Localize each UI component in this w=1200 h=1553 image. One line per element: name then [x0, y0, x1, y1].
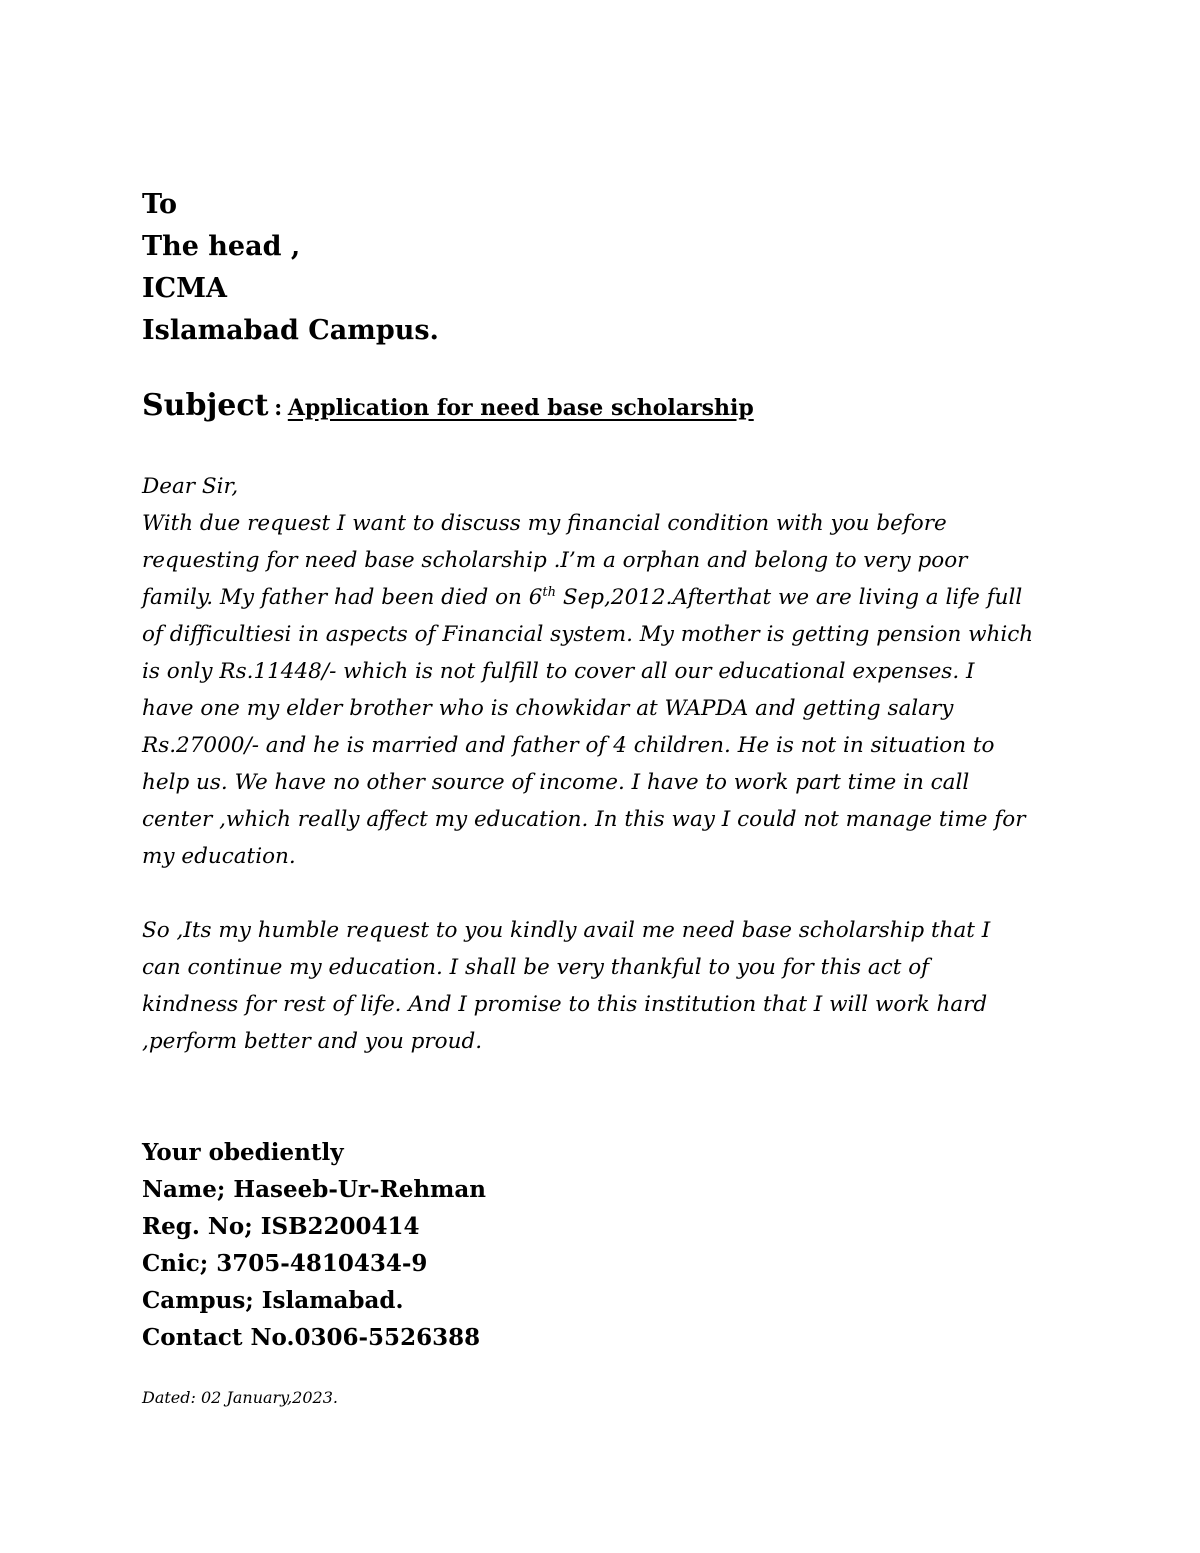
paragraph-line: my education. [142, 844, 296, 869]
recipient-address [142, 184, 439, 352]
paragraph-line [142, 579, 1062, 616]
recipient-to: To [142, 189, 178, 220]
recipient-campus: Islamabad Campus. [142, 315, 439, 346]
signature-block [142, 1134, 486, 1356]
subject-label: Subject [142, 388, 269, 423]
paragraph-line: can continue my education. I shall be very thankful to you for this act of [142, 955, 930, 980]
paragraph-line: requesting for need base scholarship .I’m a orphan and belong to very poor [142, 548, 968, 573]
signature-name: Name; Haseeb-Ur-Rehman [142, 1176, 487, 1203]
paragraph-line: With due request I want to discuss my financial condition with you before [142, 511, 947, 536]
paragraph-line: help us. We have no other source of income. I have to work part time in call [142, 770, 970, 795]
paragraph-line: ,perform better and you proud. [142, 1029, 483, 1054]
paragraph-line: of difficultiesi in aspects of Financial system. My mother is getting pension which [142, 622, 1034, 647]
recipient-org: ICMA [142, 273, 227, 304]
subject-text: Application for need base scholarship [287, 395, 754, 421]
signature-cnic: Cnic; 3705-4810434-9 [142, 1250, 428, 1277]
salutation: Dear Sir, [142, 474, 239, 499]
signature-campus: Campus; Islamabad. [142, 1287, 404, 1314]
paragraph-line: center ,which really affect my education. In this way I could not manage time for [142, 807, 1026, 832]
subject-colon: : [274, 395, 283, 421]
paragraph-line: have one my elder brother who is chowkidar at WAPDA and getting salary [142, 696, 954, 721]
paragraph-line: So ,Its my humble request to you kindly avail me need base scholarship that I [142, 918, 991, 943]
signature-closing: Your obediently [142, 1139, 344, 1166]
letter-paragraph-2 [142, 912, 1062, 1060]
paragraph-line: kindness for rest of life. And I promise to this institution that I will work hard [142, 992, 988, 1017]
letter-date: Dated: 02 January,2023. [142, 1388, 338, 1407]
ordinal-superscript: th [542, 584, 556, 600]
signature-reg-no: Reg. No; ISB2200414 [142, 1213, 420, 1240]
paragraph-line-part: family. My father had been died on 6 [142, 585, 543, 610]
signature-contact: Contact No.0306-5526388 [142, 1324, 481, 1351]
recipient-head: The head , [142, 231, 301, 262]
paragraph-line: Rs.27000/- and he is married and father of 4 children. He is not in situation to [142, 733, 995, 758]
paragraph-line-part: Sep,2012.Afterthat we are living a life full [556, 585, 1023, 610]
letter-paragraph-1 [142, 505, 1062, 875]
paragraph-line: is only Rs.11448/- which is not fulfill to cover all our educational expenses. I [142, 659, 975, 684]
subject-line [142, 388, 754, 423]
